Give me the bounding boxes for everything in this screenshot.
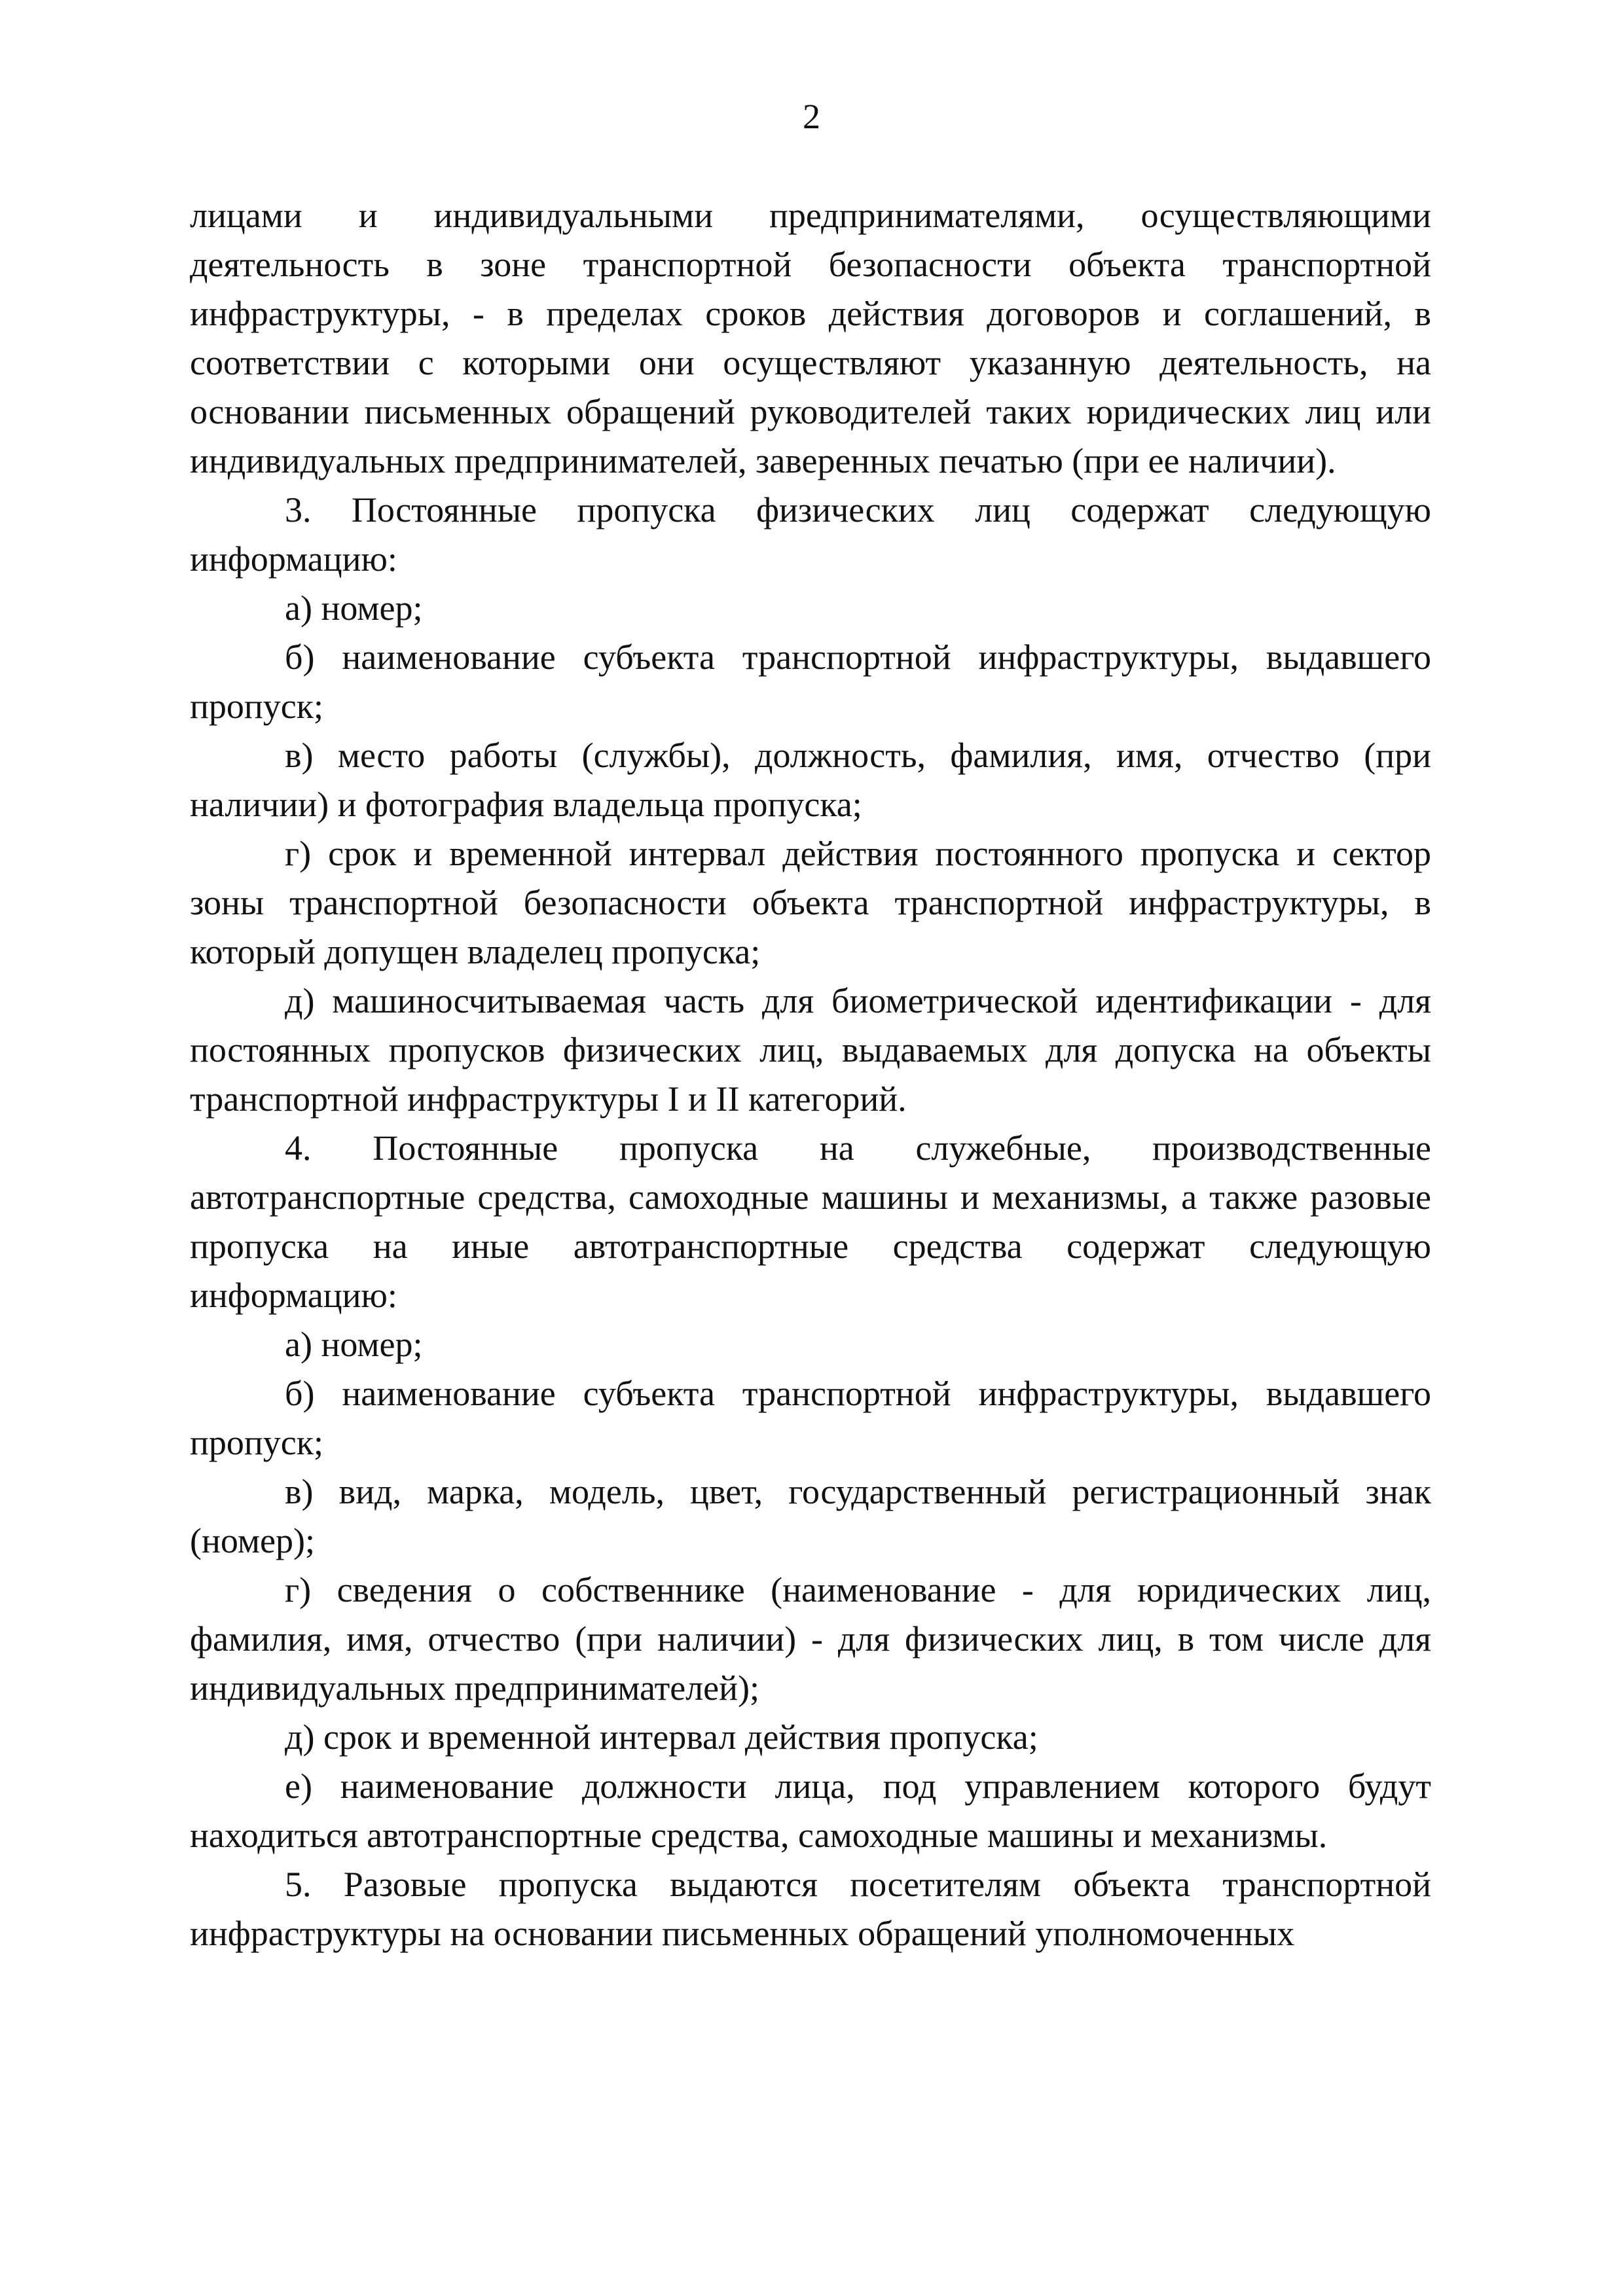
list-item-4b: б) наименование субъекта транспортной инфраструктуры, выдавшего пропуск;	[190, 1374, 1431, 1462]
list-item-3b: б) наименование субъекта транспортной инфраструктуры, выдавшего пропуск;	[190, 637, 1431, 726]
list-item-3d: д) машиносчитываемая часть для биометрической идентификации - для постоянных пропусков физических лиц, выдаваемых для допуска на объекты транспортной инфраструктуры I и II категорий.	[190, 981, 1431, 1119]
list-item-4v: в) вид, марка, модель, цвет, государственный регистрационный знак (номер);	[190, 1472, 1431, 1560]
document-body	[190, 191, 1431, 1958]
paragraph-item-5: 5. Разовые пропуска выдаются посетителям объекта транспортной инфраструктуры на основании письменных обращений уполномоченных	[190, 1865, 1431, 1953]
paragraph-item-3: 3. Постоянные пропуска физических лиц содержат следующую информацию:	[190, 490, 1431, 579]
list-item-3g: г) срок и временной интервал действия постоянного пропуска и сектор зоны транспортной безопасности объекта транспортной инфраструктуры, в который допущен владелец пропуска;	[190, 834, 1431, 971]
list-item-4a: а) номер;	[285, 1325, 423, 1364]
list-item-4d: д) срок и временной интервал действия пропуска;	[285, 1717, 1038, 1757]
page-number: 2	[803, 97, 820, 136]
list-item-3v: в) место работы (службы), должность, фамилия, имя, отчество (при наличии) и фотография владельца пропуска;	[190, 736, 1431, 824]
paragraph-continuation: лицами и индивидуальными предпринимателями, осуществляющими деятельность в зоне транспортной безопасности объекта транспортной инфраструктуры, - в пределах сроков действия договоров и соглашений, в соответствии с которыми они осуществляют указанную деятельность, на основании письменных обращений руководителей таких юридических лиц или индивидуальных предпринимателей, заверенных печатью (при ее наличии).	[190, 196, 1431, 480]
list-item-3a: а) номер;	[285, 588, 423, 628]
list-item-4e: е) наименование должности лица, под управлением которого будут находиться автотранспортные средства, самоходные машины и механизмы.	[190, 1767, 1431, 1855]
list-item-4g: г) сведения о собственнике (наименование - для юридических лиц, фамилия, имя, отчество (при наличии) - для физических лиц, в том числе для индивидуальных предпринимателей);	[190, 1570, 1431, 1708]
paragraph-item-4: 4. Постоянные пропуска на служебные, производственные автотранспортные средства, самоходные машины и механизмы, а также разовые пропуска на иные автотранспортные средства содержат следующую информацию:	[190, 1128, 1431, 1315]
